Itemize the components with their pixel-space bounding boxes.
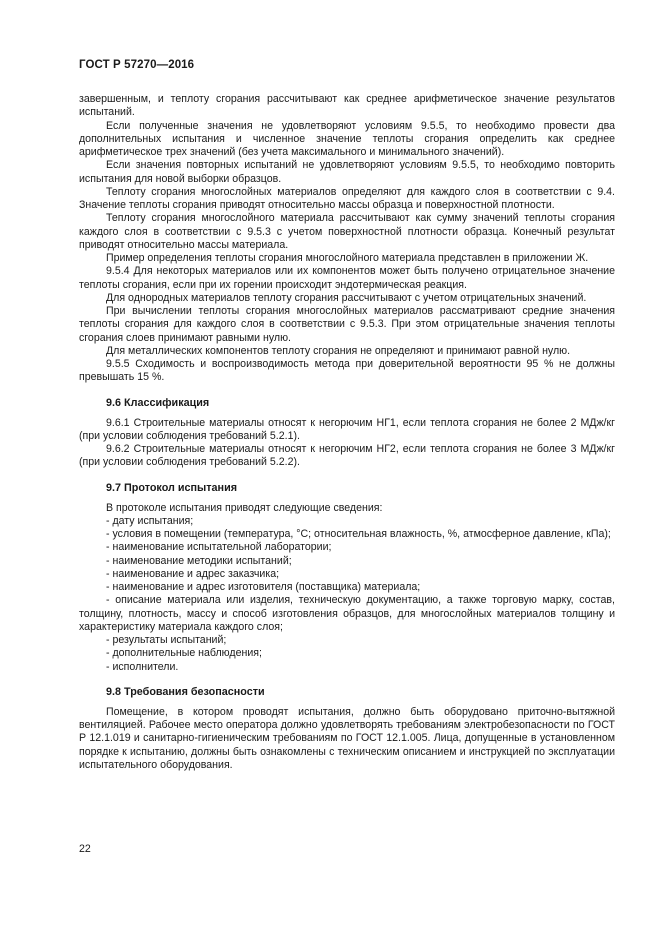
list-item: - наименование испытательной лаборатории; xyxy=(106,541,332,554)
paragraph: Если полученные значения не удовлетворяют условиям 9.5.5, то необходимо провести два дополнительных испытания и численное значение теплоты сгорания определить как среднее арифметическое трех значений (без учета максимального и минимального значений). xyxy=(79,119,615,158)
list-item: - дополнительные наблюдения; xyxy=(106,647,262,660)
section-heading-classification: 9.6 Классификация xyxy=(106,396,210,409)
paragraph: Помещение, в котором проводят испытания, должно быть оборудовано приточно-вытяжной вентиляцией. Рабочее место оператора должно удовлетворять требованиям электробезопасности по ГОСТ Р 12.1.019 и санитарно-гигиеническим требованиям по ГОСТ 12.1.005. Лица, допущенные в установленном порядке к испытанию, должны быть ознакомлены с техническим описанием и инструкцией по эксплуатации испытательного оборудования. xyxy=(79,705,615,771)
list-item: - исполнители. xyxy=(106,660,179,673)
list-item: - дату испытания; xyxy=(106,514,194,527)
paragraph: 9.6.1 Строительные материалы относят к негорючим НГ1, если теплота сгорания не более 2 МДж/кг (при условии соблюдения требований 5.2.1). xyxy=(79,416,615,442)
list-item: - условия в помещении (температура, °С; относительная влажность, %, атмосферное давление, кПа); xyxy=(106,528,611,540)
page-number: 22 xyxy=(79,843,91,855)
document-header: ГОСТ Р 57270—2016 xyxy=(79,59,195,71)
section-heading-test-report: 9.7 Протокол испытания xyxy=(106,481,238,494)
section-heading-safety: 9.8 Требования безопасности xyxy=(106,685,265,698)
paragraph: Для однородных материалов теплоту сгорания рассчитывают с учетом отрицательных значений. xyxy=(106,291,587,304)
paragraph: Теплоту сгорания многослойных материалов определяют для каждого слоя в соответствии с 9.4. Значение теплоты сгорания приводят относительно массы образца и поверхностной плотности. xyxy=(79,185,615,211)
paragraph: Если значения повторных испытаний не удовлетворяют условиям 9.5.5, то необходимо повторить испытания для новой выборки образцов. xyxy=(79,159,615,185)
list-item: - наименование и адрес заказчика; xyxy=(106,567,280,580)
list-item: - наименование и адрес изготовителя (поставщика) материала; xyxy=(106,581,421,593)
paragraph: Теплоту сгорания многослойного материала рассчитывают как сумму значений теплоты сгорания каждого слоя в соответствии с 9.5.3 с учетом поверхностной плотности образца. Конечный результат приводят относительно массы материала. xyxy=(79,212,615,251)
paragraph: 9.5.4 Для некоторых материалов или их компонентов может быть получено отрицательное значение теплоты сгорания, если при их горении происходит эндотермическая реакция. xyxy=(79,265,615,291)
document-body xyxy=(79,93,615,772)
list-item: - результаты испытаний; xyxy=(106,634,227,646)
list-item: - наименование методики испытаний; xyxy=(106,554,292,567)
paragraph: 9.5.5 Сходимость и воспроизводимость метода при доверительной вероятности 95 % не должны превышать 15 %. xyxy=(79,358,615,384)
paragraph: Для металлических компонентов теплоту сгорания не определяют и принимают равной нулю. xyxy=(106,344,571,357)
paragraph: Пример определения теплоты сгорания многослойного материала представлен в приложении Ж. xyxy=(106,252,589,264)
paragraph: При вычислении теплоты сгорания многослойных материалов рассматривают средние значения теплоты сгорания для каждого слоя в соответствии с 9.5.3. При этом отрицательные значения теплоты сгорания слоев принимают равными нулю. xyxy=(79,305,615,344)
paragraph: 9.6.2 Строительные материалы относят к негорючим НГ2, если теплота сгорания не более 3 МДж/кг (при условии соблюдения требований 5.2.2). xyxy=(79,443,615,469)
list-item: - описание материала или изделия, техническую документацию, а также торговую марку, состав, толщину, плотность, массу и способ изготовления образцов, для многослойных материалов толщину и характеристику материала каждого слоя; xyxy=(79,594,615,633)
paragraph: В протоколе испытания приводят следующие сведения: xyxy=(106,501,383,514)
paragraph: завершенным, и теплоту сгорания рассчитывают как среднее арифметическое значение результатов испытаний. xyxy=(79,93,615,119)
